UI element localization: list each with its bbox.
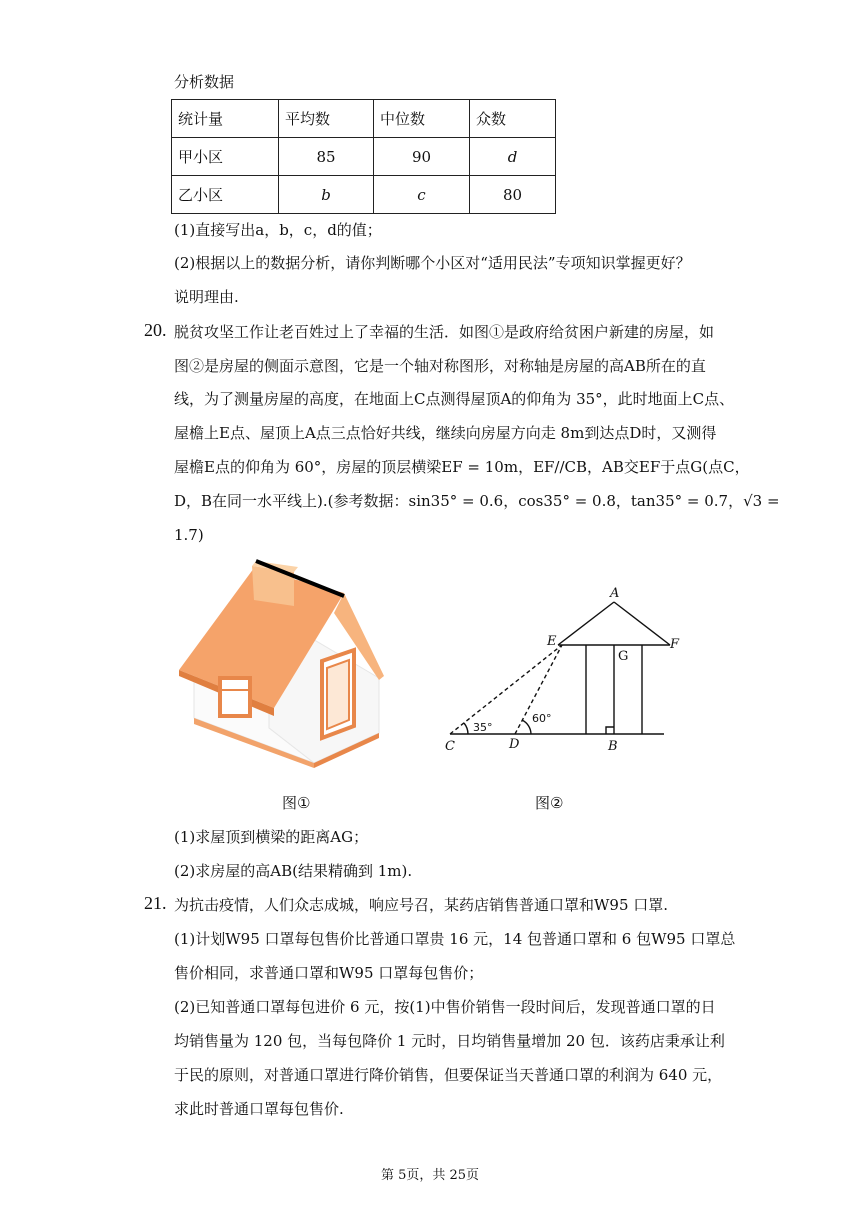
figure1-caption: 图① xyxy=(282,794,311,812)
q20-line: 1.7) xyxy=(174,526,204,544)
table-row xyxy=(172,176,556,214)
house-illustration xyxy=(174,558,394,768)
q20-line: D，B在同一水平线上).(参考数据：sin35° = 0.6，cos35° = 0.8，tan35° = 0.7，√3 = xyxy=(174,492,780,510)
q21-line: (2)已知普通口罩每包进价 6 元，按(1)中售价销售一段时间后，发现普通口罩的日 xyxy=(174,998,716,1016)
label-C: C xyxy=(445,739,455,754)
table-header-cell: 众数 xyxy=(470,100,556,138)
q21-line: 于民的原则，对普通口罩进行降价销售，但要保证当天普通口罩的利润为 640 元， xyxy=(174,1066,723,1084)
table-header-cell: 中位数 xyxy=(374,100,470,138)
q19-part2-cont: 说明理由. xyxy=(174,288,239,306)
q21-line: 求此时普通口罩每包售价. xyxy=(174,1100,344,1118)
q20-line: 屋檐上E点、屋顶上A点三点恰好共线，继续向房屋方向走 8m到达点D时，又测得 xyxy=(174,424,717,442)
question-number: 20. xyxy=(144,320,167,340)
q19-part2: (2)根据以上的数据分析，请你判断哪个小区对“适用民法”专项知识掌握更好？ xyxy=(174,254,691,272)
table-cell: c xyxy=(374,176,470,214)
q19-part1: (1)直接写出a，b，c，d的值； xyxy=(174,221,382,239)
table-cell: 80 xyxy=(470,176,556,214)
q20-line: 屋檐E点的仰角为 60°，房屋的顶层横梁EF = 10m，EF//CB，AB交EF于点G(点C， xyxy=(174,458,750,476)
table-cell: 乙小区 xyxy=(172,176,279,214)
q21-line: 售价相同，求普通口罩和W95 口罩每包售价； xyxy=(174,964,484,982)
table-row xyxy=(172,138,556,176)
table-cell: d xyxy=(470,138,556,176)
table-cell: b xyxy=(279,176,374,214)
table-header-cell: 统计量 xyxy=(172,100,279,138)
label-E: E xyxy=(547,634,557,649)
angle-60-label: 60° xyxy=(532,712,552,725)
q20-part2: (2)求房屋的高AB(结果精确到 1m). xyxy=(174,862,413,880)
q20-line: 图②是房屋的侧面示意图，它是一个轴对称图形，对称轴是房屋的高AB所在的直 xyxy=(174,357,706,375)
table-cell: 90 xyxy=(374,138,470,176)
question-number: 21. xyxy=(144,893,167,913)
section-title: 分析数据 xyxy=(174,73,235,91)
page-footer: 第 5页，共 25页 xyxy=(380,1168,480,1183)
label-D: D xyxy=(509,737,520,752)
q20-line: 线，为了测量房屋的高度，在地面上C点测得屋顶A的仰角为 35°，此时地面上C点、 xyxy=(174,390,735,408)
label-G: G xyxy=(618,649,629,664)
label-F: F xyxy=(670,637,680,652)
q21-intro: 为抗击疫情，人们众志成城，响应号召，某药店销售普通口罩和W95 口罩. xyxy=(174,896,669,914)
label-A: A xyxy=(610,586,620,601)
q20-part1: (1)求屋顶到横梁的距离AG； xyxy=(174,828,369,846)
table-cell: 85 xyxy=(279,138,374,176)
geometry-diagram xyxy=(440,582,690,758)
q20-line: 脱贫攻坚工作让老百姓过上了幸福的生活．如图①是政府给贫困户新建的房屋，如 xyxy=(174,323,715,341)
q21-line: 均销售量为 120 包，当每包降价 1 元时，日均销售量增加 20 包．该药店秉承让利 xyxy=(174,1032,725,1050)
stats-table xyxy=(171,99,556,214)
q21-line: (1)计划W95 口罩每包售价比普通口罩贵 16 元，14 包普通口罩和 6 包W95 口罩总 xyxy=(174,930,736,948)
table-header-row xyxy=(172,100,556,138)
label-B: B xyxy=(608,739,618,754)
table-cell: 甲小区 xyxy=(172,138,279,176)
angle-35-label: 35° xyxy=(473,721,493,734)
table-header-cell: 平均数 xyxy=(279,100,374,138)
figure2-caption: 图② xyxy=(535,794,564,812)
